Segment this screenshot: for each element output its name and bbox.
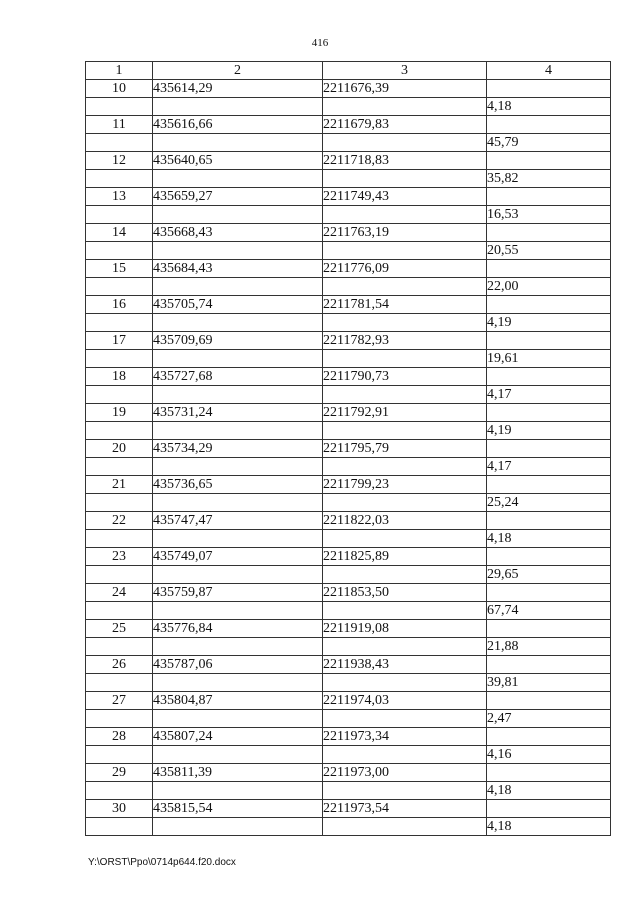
empty-cell [86, 710, 153, 728]
empty-cell [86, 242, 153, 260]
x-coordinate-cell: 435804,87 [153, 692, 323, 710]
table-row [86, 638, 611, 656]
page-number: 416 [311, 37, 329, 49]
empty-cell [153, 422, 323, 440]
empty-cell [323, 782, 487, 800]
x-coordinate-cell: 435659,27 [153, 188, 323, 206]
empty-cell [86, 746, 153, 764]
table-row [86, 458, 611, 476]
y-coordinate-cell: 2211679,83 [323, 116, 487, 134]
point-number-cell: 21 [86, 476, 153, 494]
y-coordinate-cell: 2211718,83 [323, 152, 487, 170]
table-row [86, 440, 611, 458]
table-row [86, 512, 611, 530]
x-coordinate-cell: 435811,39 [153, 764, 323, 782]
empty-cell [153, 782, 323, 800]
y-coordinate-cell: 2211853,50 [323, 584, 487, 602]
empty-cell [86, 818, 153, 836]
empty-cell [323, 134, 487, 152]
empty-cell [86, 314, 153, 332]
distance-cell: 35,82 [487, 170, 611, 188]
distance-cell: 45,79 [487, 134, 611, 152]
x-coordinate-cell: 435807,24 [153, 728, 323, 746]
empty-cell [86, 674, 153, 692]
table-row [86, 566, 611, 584]
table-row [86, 386, 611, 404]
empty-cell [323, 386, 487, 404]
empty-cell [323, 638, 487, 656]
distance-cell: 4,18 [487, 818, 611, 836]
y-coordinate-cell: 2211776,09 [323, 260, 487, 278]
empty-cell [153, 134, 323, 152]
empty-cell [487, 476, 611, 494]
table-row [86, 530, 611, 548]
y-coordinate-cell: 2211792,91 [323, 404, 487, 422]
empty-cell [487, 224, 611, 242]
distance-cell: 2,47 [487, 710, 611, 728]
distance-cell: 4,18 [487, 530, 611, 548]
x-coordinate-cell: 435759,87 [153, 584, 323, 602]
table-row [86, 422, 611, 440]
empty-cell [323, 206, 487, 224]
empty-cell [323, 566, 487, 584]
empty-cell [153, 170, 323, 188]
point-number-cell: 25 [86, 620, 153, 638]
column-header-4: 4 [487, 62, 611, 80]
empty-cell [487, 152, 611, 170]
table-row [86, 476, 611, 494]
y-coordinate-cell: 2211749,43 [323, 188, 487, 206]
y-coordinate-cell: 2211676,39 [323, 80, 487, 98]
table-row [86, 152, 611, 170]
distance-cell: 4,19 [487, 422, 611, 440]
column-header-2: 2 [153, 62, 323, 80]
table-row [86, 656, 611, 674]
y-coordinate-cell: 2211825,89 [323, 548, 487, 566]
point-number-cell: 15 [86, 260, 153, 278]
distance-cell: 67,74 [487, 602, 611, 620]
empty-cell [86, 98, 153, 116]
column-header-1: 1 [86, 62, 153, 80]
table-row [86, 134, 611, 152]
table-row [86, 548, 611, 566]
empty-cell [153, 278, 323, 296]
table-row [86, 674, 611, 692]
empty-cell [487, 80, 611, 98]
coordinates-table [85, 61, 611, 836]
table-row [86, 710, 611, 728]
y-coordinate-cell: 2211973,54 [323, 800, 487, 818]
y-coordinate-cell: 2211781,54 [323, 296, 487, 314]
empty-cell [86, 170, 153, 188]
x-coordinate-cell: 435815,54 [153, 800, 323, 818]
point-number-cell: 19 [86, 404, 153, 422]
x-coordinate-cell: 435731,24 [153, 404, 323, 422]
empty-cell [86, 782, 153, 800]
empty-cell [323, 170, 487, 188]
empty-cell [86, 278, 153, 296]
empty-cell [153, 602, 323, 620]
empty-cell [487, 764, 611, 782]
point-number-cell: 30 [86, 800, 153, 818]
point-number-cell: 20 [86, 440, 153, 458]
table-row [86, 260, 611, 278]
table-body [86, 80, 611, 836]
x-coordinate-cell: 435684,43 [153, 260, 323, 278]
x-coordinate-cell: 435776,84 [153, 620, 323, 638]
x-coordinate-cell: 435668,43 [153, 224, 323, 242]
empty-cell [323, 350, 487, 368]
empty-cell [487, 296, 611, 314]
point-number-cell: 26 [86, 656, 153, 674]
table-row [86, 80, 611, 98]
empty-cell [86, 386, 153, 404]
distance-cell: 29,65 [487, 566, 611, 584]
column-header-3: 3 [323, 62, 487, 80]
y-coordinate-cell: 2211822,03 [323, 512, 487, 530]
empty-cell [153, 206, 323, 224]
x-coordinate-cell: 435734,29 [153, 440, 323, 458]
x-coordinate-cell: 435616,66 [153, 116, 323, 134]
empty-cell [323, 458, 487, 476]
point-number-cell: 12 [86, 152, 153, 170]
empty-cell [153, 638, 323, 656]
empty-cell [153, 350, 323, 368]
x-coordinate-cell: 435749,07 [153, 548, 323, 566]
table-row [86, 620, 611, 638]
empty-cell [153, 458, 323, 476]
empty-cell [323, 674, 487, 692]
empty-cell [487, 800, 611, 818]
empty-cell [487, 368, 611, 386]
distance-cell: 19,61 [487, 350, 611, 368]
point-number-cell: 14 [86, 224, 153, 242]
table-row [86, 746, 611, 764]
empty-cell [86, 638, 153, 656]
distance-cell: 4,16 [487, 746, 611, 764]
table-row [86, 692, 611, 710]
empty-cell [86, 350, 153, 368]
empty-cell [153, 566, 323, 584]
empty-cell [86, 494, 153, 512]
y-coordinate-cell: 2211795,79 [323, 440, 487, 458]
distance-cell: 16,53 [487, 206, 611, 224]
table-row [86, 98, 611, 116]
empty-cell [323, 530, 487, 548]
table-row [86, 368, 611, 386]
empty-cell [323, 98, 487, 116]
empty-cell [153, 818, 323, 836]
empty-cell [86, 206, 153, 224]
x-coordinate-cell: 435614,29 [153, 80, 323, 98]
distance-cell: 4,17 [487, 386, 611, 404]
empty-cell [153, 710, 323, 728]
point-number-cell: 13 [86, 188, 153, 206]
x-coordinate-cell: 435747,47 [153, 512, 323, 530]
empty-cell [323, 710, 487, 728]
empty-cell [153, 386, 323, 404]
point-number-cell: 28 [86, 728, 153, 746]
empty-cell [487, 656, 611, 674]
y-coordinate-cell: 2211974,03 [323, 692, 487, 710]
y-coordinate-cell: 2211782,93 [323, 332, 487, 350]
table-row [86, 170, 611, 188]
empty-cell [153, 746, 323, 764]
empty-cell [86, 530, 153, 548]
x-coordinate-cell: 435727,68 [153, 368, 323, 386]
table-row [86, 728, 611, 746]
table-row [86, 188, 611, 206]
header-row [86, 62, 611, 80]
empty-cell [323, 242, 487, 260]
empty-cell [323, 314, 487, 332]
empty-cell [153, 674, 323, 692]
empty-cell [487, 620, 611, 638]
point-number-cell: 24 [86, 584, 153, 602]
y-coordinate-cell: 2211790,73 [323, 368, 487, 386]
empty-cell [487, 548, 611, 566]
empty-cell [153, 530, 323, 548]
point-number-cell: 27 [86, 692, 153, 710]
empty-cell [86, 422, 153, 440]
empty-cell [86, 134, 153, 152]
empty-cell [86, 458, 153, 476]
y-coordinate-cell: 2211973,00 [323, 764, 487, 782]
x-coordinate-cell: 435736,65 [153, 476, 323, 494]
distance-cell: 4,19 [487, 314, 611, 332]
table-row [86, 278, 611, 296]
empty-cell [153, 314, 323, 332]
empty-cell [323, 494, 487, 512]
table-row [86, 404, 611, 422]
distance-cell: 4,17 [487, 458, 611, 476]
table-row [86, 818, 611, 836]
distance-cell: 25,24 [487, 494, 611, 512]
empty-cell [487, 692, 611, 710]
distance-cell: 4,18 [487, 782, 611, 800]
empty-cell [323, 422, 487, 440]
distance-cell: 39,81 [487, 674, 611, 692]
table-row [86, 116, 611, 134]
distance-cell: 4,18 [487, 98, 611, 116]
table-row [86, 242, 611, 260]
empty-cell [487, 188, 611, 206]
y-coordinate-cell: 2211799,23 [323, 476, 487, 494]
empty-cell [487, 440, 611, 458]
table-row [86, 494, 611, 512]
file-path-footer: Y:\ORST\Ppo\0714p644.f20.docx [88, 857, 236, 868]
distance-cell: 20,55 [487, 242, 611, 260]
table-row [86, 782, 611, 800]
point-number-cell: 10 [86, 80, 153, 98]
empty-cell [323, 278, 487, 296]
point-number-cell: 23 [86, 548, 153, 566]
empty-cell [487, 116, 611, 134]
point-number-cell: 17 [86, 332, 153, 350]
empty-cell [487, 728, 611, 746]
table-row [86, 350, 611, 368]
table-row [86, 332, 611, 350]
table-row [86, 584, 611, 602]
empty-cell [153, 98, 323, 116]
table-row [86, 224, 611, 242]
empty-cell [323, 746, 487, 764]
distance-cell: 22,00 [487, 278, 611, 296]
y-coordinate-cell: 2211763,19 [323, 224, 487, 242]
y-coordinate-cell: 2211919,08 [323, 620, 487, 638]
x-coordinate-cell: 435640,65 [153, 152, 323, 170]
table-row [86, 602, 611, 620]
empty-cell [153, 242, 323, 260]
table-row [86, 800, 611, 818]
point-number-cell: 29 [86, 764, 153, 782]
empty-cell [86, 602, 153, 620]
table-row [86, 206, 611, 224]
empty-cell [323, 602, 487, 620]
empty-cell [487, 260, 611, 278]
point-number-cell: 11 [86, 116, 153, 134]
point-number-cell: 22 [86, 512, 153, 530]
point-number-cell: 18 [86, 368, 153, 386]
empty-cell [86, 566, 153, 584]
empty-cell [153, 494, 323, 512]
y-coordinate-cell: 2211938,43 [323, 656, 487, 674]
point-number-cell: 16 [86, 296, 153, 314]
empty-cell [487, 512, 611, 530]
empty-cell [487, 332, 611, 350]
distance-cell: 21,88 [487, 638, 611, 656]
table-row [86, 296, 611, 314]
y-coordinate-cell: 2211973,34 [323, 728, 487, 746]
table-row [86, 764, 611, 782]
empty-cell [487, 404, 611, 422]
x-coordinate-cell: 435705,74 [153, 296, 323, 314]
x-coordinate-cell: 435787,06 [153, 656, 323, 674]
x-coordinate-cell: 435709,69 [153, 332, 323, 350]
table-row [86, 314, 611, 332]
empty-cell [323, 818, 487, 836]
empty-cell [487, 584, 611, 602]
